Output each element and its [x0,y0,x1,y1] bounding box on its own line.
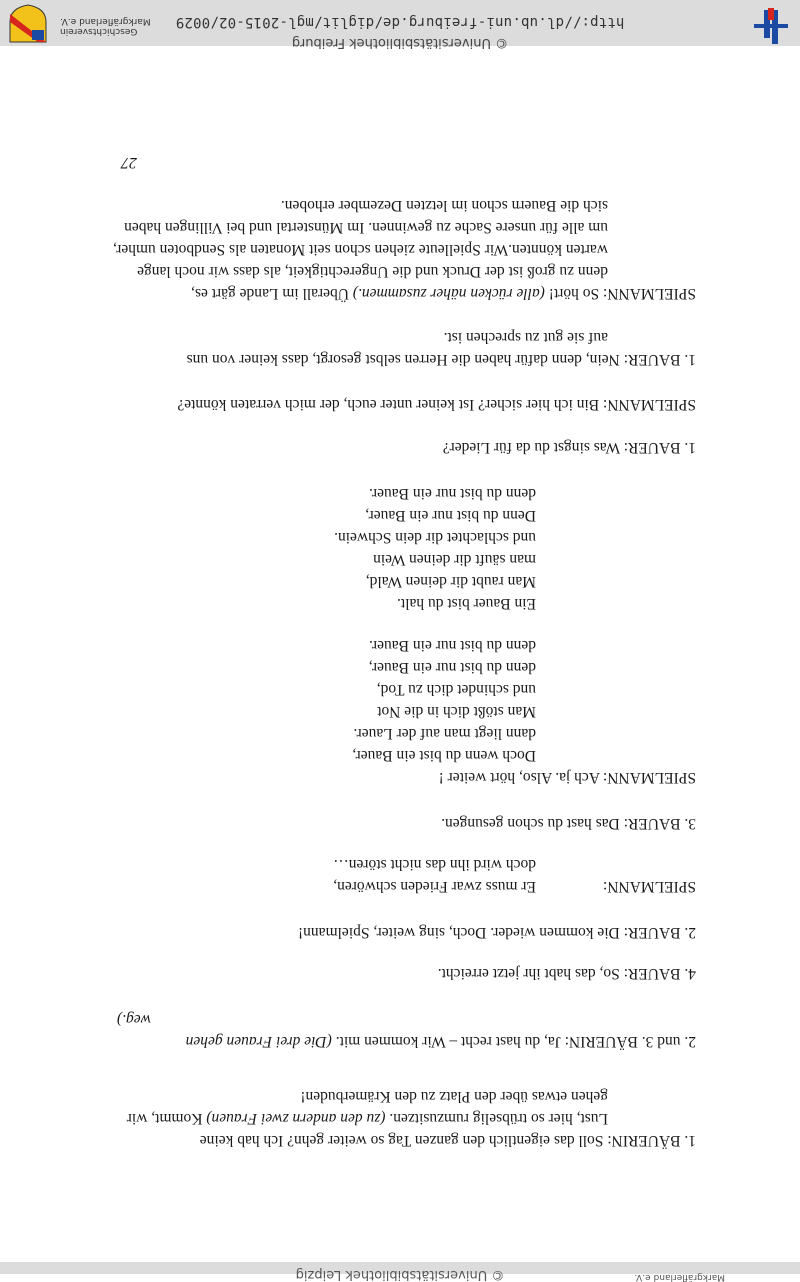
stage-direction: (zu den andern zwei Frauen) [206,1110,386,1127]
line-text: 1. BAUER: Was singst du da für Lieder? [442,439,696,456]
line-text: 3. BAUER: Das hast du schon gesungen. [441,815,696,832]
line-text: um alle für unsere Sache zu gewinnen. Im Münstertal und bei Villingen haben [124,219,608,236]
stage-direction: weg.) [116,1011,151,1028]
text-line [113,216,696,238]
org-name-line2: Markgräflerland e.V. [60,16,151,26]
org-name [60,16,151,36]
line-text: Man raubt dir deinen Wald, [365,573,536,590]
line-text: warten könnten.Wir Spielleute ziehen schon seit Monaten als Sendboten umher, [112,241,608,258]
header-copyright: © Universitätsbibliothek Leipzig [295,1267,505,1282]
text-line [117,1008,696,1030]
line-text: Ein Bauer bist du halt. [396,595,536,612]
line-text: und schindet dich zu Tod, [376,681,536,698]
line-text: SPIELMANN: So hört! [544,285,696,302]
stage-direction: (alle rücken näher zusammen.) [352,285,545,302]
verse-stanza-2 [334,482,536,614]
text-line [113,238,696,260]
org-name-line1: Geschichtsverein [60,26,138,36]
page-number: 27 [121,154,137,171]
dialogue-block-6 [441,812,696,834]
verse-line [352,700,536,722]
text-line [187,326,696,348]
verse-line [334,482,536,504]
dialogue-block-4 [298,921,696,943]
verse-line [352,744,536,766]
dialogue-block-9 [177,393,696,415]
dialogue-block-8 [443,436,696,458]
dialogue-block-5 [333,853,696,897]
text-line [333,875,536,897]
line-text: 4. BAUER: So, das habt ihr jetzt erreicht. [437,965,696,982]
line-text: doch wird ihn das nicht stören… [333,856,536,873]
dialogue-block-1 [127,1085,696,1151]
line-text: sich die Bauern schon im letzten Dezember erhoben. [280,197,608,214]
text-line [333,853,536,875]
text-line [113,194,696,216]
speaker-label: SPIELMANN: [602,878,696,895]
dialogue-block-7 [439,766,696,788]
dialogue-block-3 [438,962,696,984]
text-line [117,1030,696,1052]
text-line [113,260,696,282]
line-text: denn du bist nur ein Bauer. [368,637,536,654]
line-text: Doch wenn du bist ein Bauer, [352,747,536,764]
verse-stanza-1 [352,634,536,766]
line-text: man säuft dir deinen Wein [373,551,536,568]
line-text: denn zu groß ist der Druck und die Ungerechtigkeit, als dass wir noch lange [137,263,608,280]
line-text: Lust, hier so trübselig rumzusitzen. [385,1110,608,1127]
line-text: 2. BAUER: Die kommen wieder. Doch, sing weiter, Spielmann! [297,924,696,941]
text-line [127,1129,696,1151]
line-text: auf sie gut zu sprechen ist. [443,329,608,346]
verse-line [352,656,536,678]
line-text: 2. und 3. BÄUERIN: Ja, du hast recht – Wir kommen mit. [331,1033,696,1050]
dialogue-block-11 [113,194,696,304]
verse-line [352,722,536,744]
verse-line [334,504,536,526]
coat-of-arms-icon [8,4,48,44]
line-text: denn du bist nur ein Bauer. [368,485,536,502]
verse-line [352,678,536,700]
line-text: dann liegt man auf der Lauer. [353,725,536,742]
text-line [127,1085,696,1107]
text-line [187,348,696,370]
stage-direction: (Die drei Frauen gehen [185,1033,332,1050]
text-line [177,393,696,415]
footer-bar [0,0,800,50]
line-text: Überall im Lande gärt es, [191,285,353,302]
line-text: 1. BAUER: Nein, denn dafür haben die Herren selbst gesorgt, dass keiner von uns [186,351,696,368]
library-copyright: © Universitätsbibliothek Freiburg [291,35,509,50]
document-url-link[interactable]: http://dl.ub.uni-freiburg.de/diglit/mgl-2015-02/0029 [175,14,625,30]
line-text: Man stößt dich in die Not [377,703,536,720]
verse-line [334,570,536,592]
line-text: SPIELMANN: Bin ich hier sicher? Ist keiner unter euch, der mich verraten könnte? [177,396,696,413]
text-line [443,436,696,458]
line-text: Er muss zwar Frieden schwören, [333,878,536,895]
text-line [439,766,696,788]
dialogue-block-10 [187,326,696,370]
line-text: gehen etwas über den Platz zu den Krämerbuden! [300,1088,608,1105]
line-text: 1. BÄUERIN: Soll das eigentlich den ganzen Tag so weiter gehn? Ich hab keine [199,1132,696,1149]
text-line [113,282,696,304]
line-text: und schlachtet dir dein Schwein. [334,529,536,546]
verse-line [334,526,536,548]
text-line [127,1107,696,1129]
line-text: denn du bist nur ein Bauer, [368,659,536,676]
line-text: Kommt, wir [126,1110,207,1127]
verse-line [334,592,536,614]
text-line [298,921,696,943]
verse-line [334,548,536,570]
header-strip [0,1262,800,1282]
dialogue-block-2 [117,1008,696,1052]
text-line [438,962,696,984]
verse-line [352,634,536,656]
line-text: SPIELMANN: Ach ja. Also, hört weiter ! [438,769,696,786]
text-line [441,812,696,834]
line-text: Denn du bist nur ein Bauer, [365,507,536,524]
header-left-text: Markgräflerland e.V. [634,1272,725,1282]
